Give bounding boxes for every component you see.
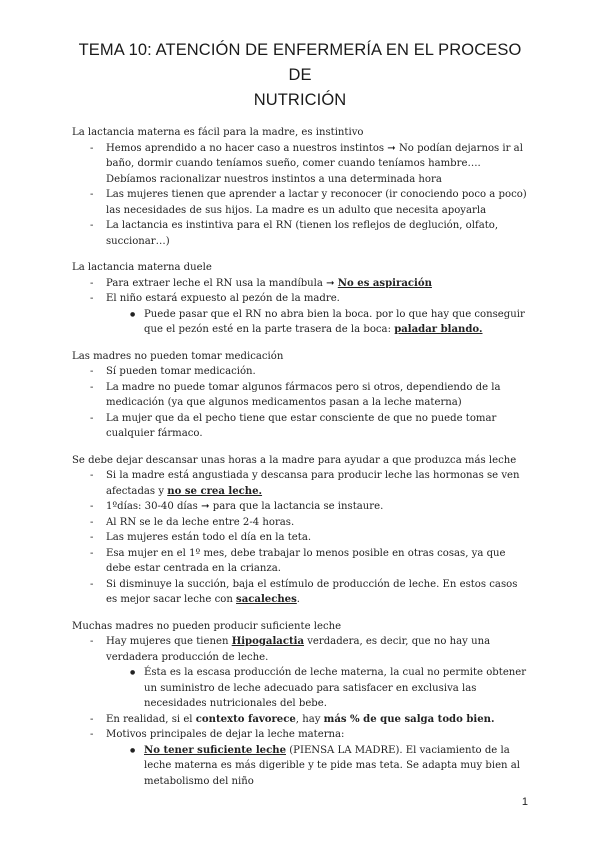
dash-list	[72, 468, 528, 608]
list-item: - El niño estará expuesto al pezón de la madre.	[72, 291, 528, 307]
title-line-2: NUTRICIÓN	[253, 91, 347, 109]
section-medicacion	[72, 349, 528, 442]
section-facil	[72, 125, 528, 249]
section-suficiente-leche	[72, 619, 528, 790]
list-item: - Si la madre está angustiada y descansa para producir leche las hormonas se ven afectadas y no se crea leche.	[72, 468, 528, 499]
emphasis: no se crea leche.	[167, 485, 263, 497]
section-heading: Las madres no pueden tomar medicación	[72, 350, 284, 362]
sub-list-item: ● No tener suficiente leche (PIENSA LA MADRE). El vaciamiento de la leche materna es más digerible y te pide mas teta. Se adapta muy bien al metabolismo del niño	[72, 743, 528, 790]
list-item: - Las mujeres están todo el día en la teta.	[72, 530, 528, 546]
list-item: - La mujer que da el pecho tiene que estar consciente de que no puede tomar cualquier fármaco.	[72, 411, 528, 442]
emphasis: Hipogalactia	[231, 636, 305, 647]
list-item: - La madre no puede tomar algunos fármacos pero si otros, dependiendo de la medicación (ya que algunos medicamentos pasan a la leche materna)	[72, 380, 528, 411]
emphasis: paladar blando.	[394, 324, 483, 335]
emphasis: más % de que salga todo bien.	[323, 713, 495, 725]
list-item: - Hemos aprendido a no hacer caso a nuestros instintos ➞ No podían dejarnos ir al baño, dormir cuando teníamos sueño, comer cuando teníamos hambre…. Debíamos racionalizar nuestros instintos a una determinada hora	[72, 141, 528, 188]
list-item: - Las mujeres tienen que aprender a lactar y reconocer (ir conociendo poco a poco) las necesidades de sus hijos. La madre es un adulto que necesita apoyarla	[72, 187, 528, 218]
title-line-1: TEMA 10: ATENCIÓN DE ENFERMERÍA EN EL PROCESO DE	[78, 41, 522, 84]
list-item: - Esa mujer en el 1º mes, debe trabajar lo menos posible en otras cosas, ya que debe estar centrada en la crianza.	[72, 546, 528, 577]
section-heading: Muchas madres no pueden producir suficiente leche	[72, 620, 342, 632]
dash-list	[72, 276, 528, 338]
dash-list	[72, 364, 528, 442]
page-number: 1	[521, 796, 528, 808]
emphasis: contexto favorece	[195, 713, 296, 725]
page-title	[72, 38, 528, 113]
list-item: - En realidad, si el contexto favorece, hay más % de que salga todo bien.	[72, 712, 528, 728]
list-item: - Motivos principales de dejar la leche materna:	[72, 727, 528, 743]
dash-list	[72, 634, 528, 789]
emphasis: No es aspiración	[337, 277, 432, 289]
list-item: - 1ºdías: 30-40 días ➞ para que la lactancia se instaure.	[72, 499, 528, 515]
section-duele	[72, 260, 528, 338]
list-item: - Hay mujeres que tienen Hipogalactia verdadera, es decir, que no hay una verdadera producción de leche.	[72, 634, 528, 665]
emphasis: sacaleches	[236, 594, 297, 605]
dash-list	[72, 141, 528, 250]
section-heading: La lactancia materna duele	[72, 262, 212, 273]
list-item: - Para extraer leche el RN usa la mandíbula ➞ No es aspiración	[72, 276, 528, 292]
section-heading: La lactancia materna es fácil para la madre, es instintivo	[72, 127, 364, 138]
list-item: - Sí pueden tomar medicación.	[72, 364, 528, 380]
section-heading: Se debe dejar descansar unas horas a la madre para ayudar a que produzca más leche	[72, 454, 517, 466]
list-item: - Si disminuye la succión, baja el estímulo de producción de leche. En estos casos es mejor sacar leche con sacaleches.	[72, 577, 528, 608]
sub-list-item: ● Ésta es la escasa producción de leche materna, la cual no permite obtener un suministro de leche adecuado para satisfacer en exclusiva las necesidades nutricionales del bebe.	[72, 665, 528, 712]
sub-list-item: ● Puede pasar que el RN no abra bien la boca. por lo que hay que conseguir que el pezón esté en la parte trasera de la boca: paladar blando.	[72, 307, 528, 338]
list-item: - Al RN se le da leche entre 2-4 horas.	[72, 515, 528, 531]
emphasis: No tener suficiente leche	[144, 744, 287, 756]
section-descansar	[72, 453, 528, 608]
list-item: - La lactancia es instintiva para el RN (tienen los reflejos de deglución, olfato, succionar…)	[72, 218, 528, 249]
